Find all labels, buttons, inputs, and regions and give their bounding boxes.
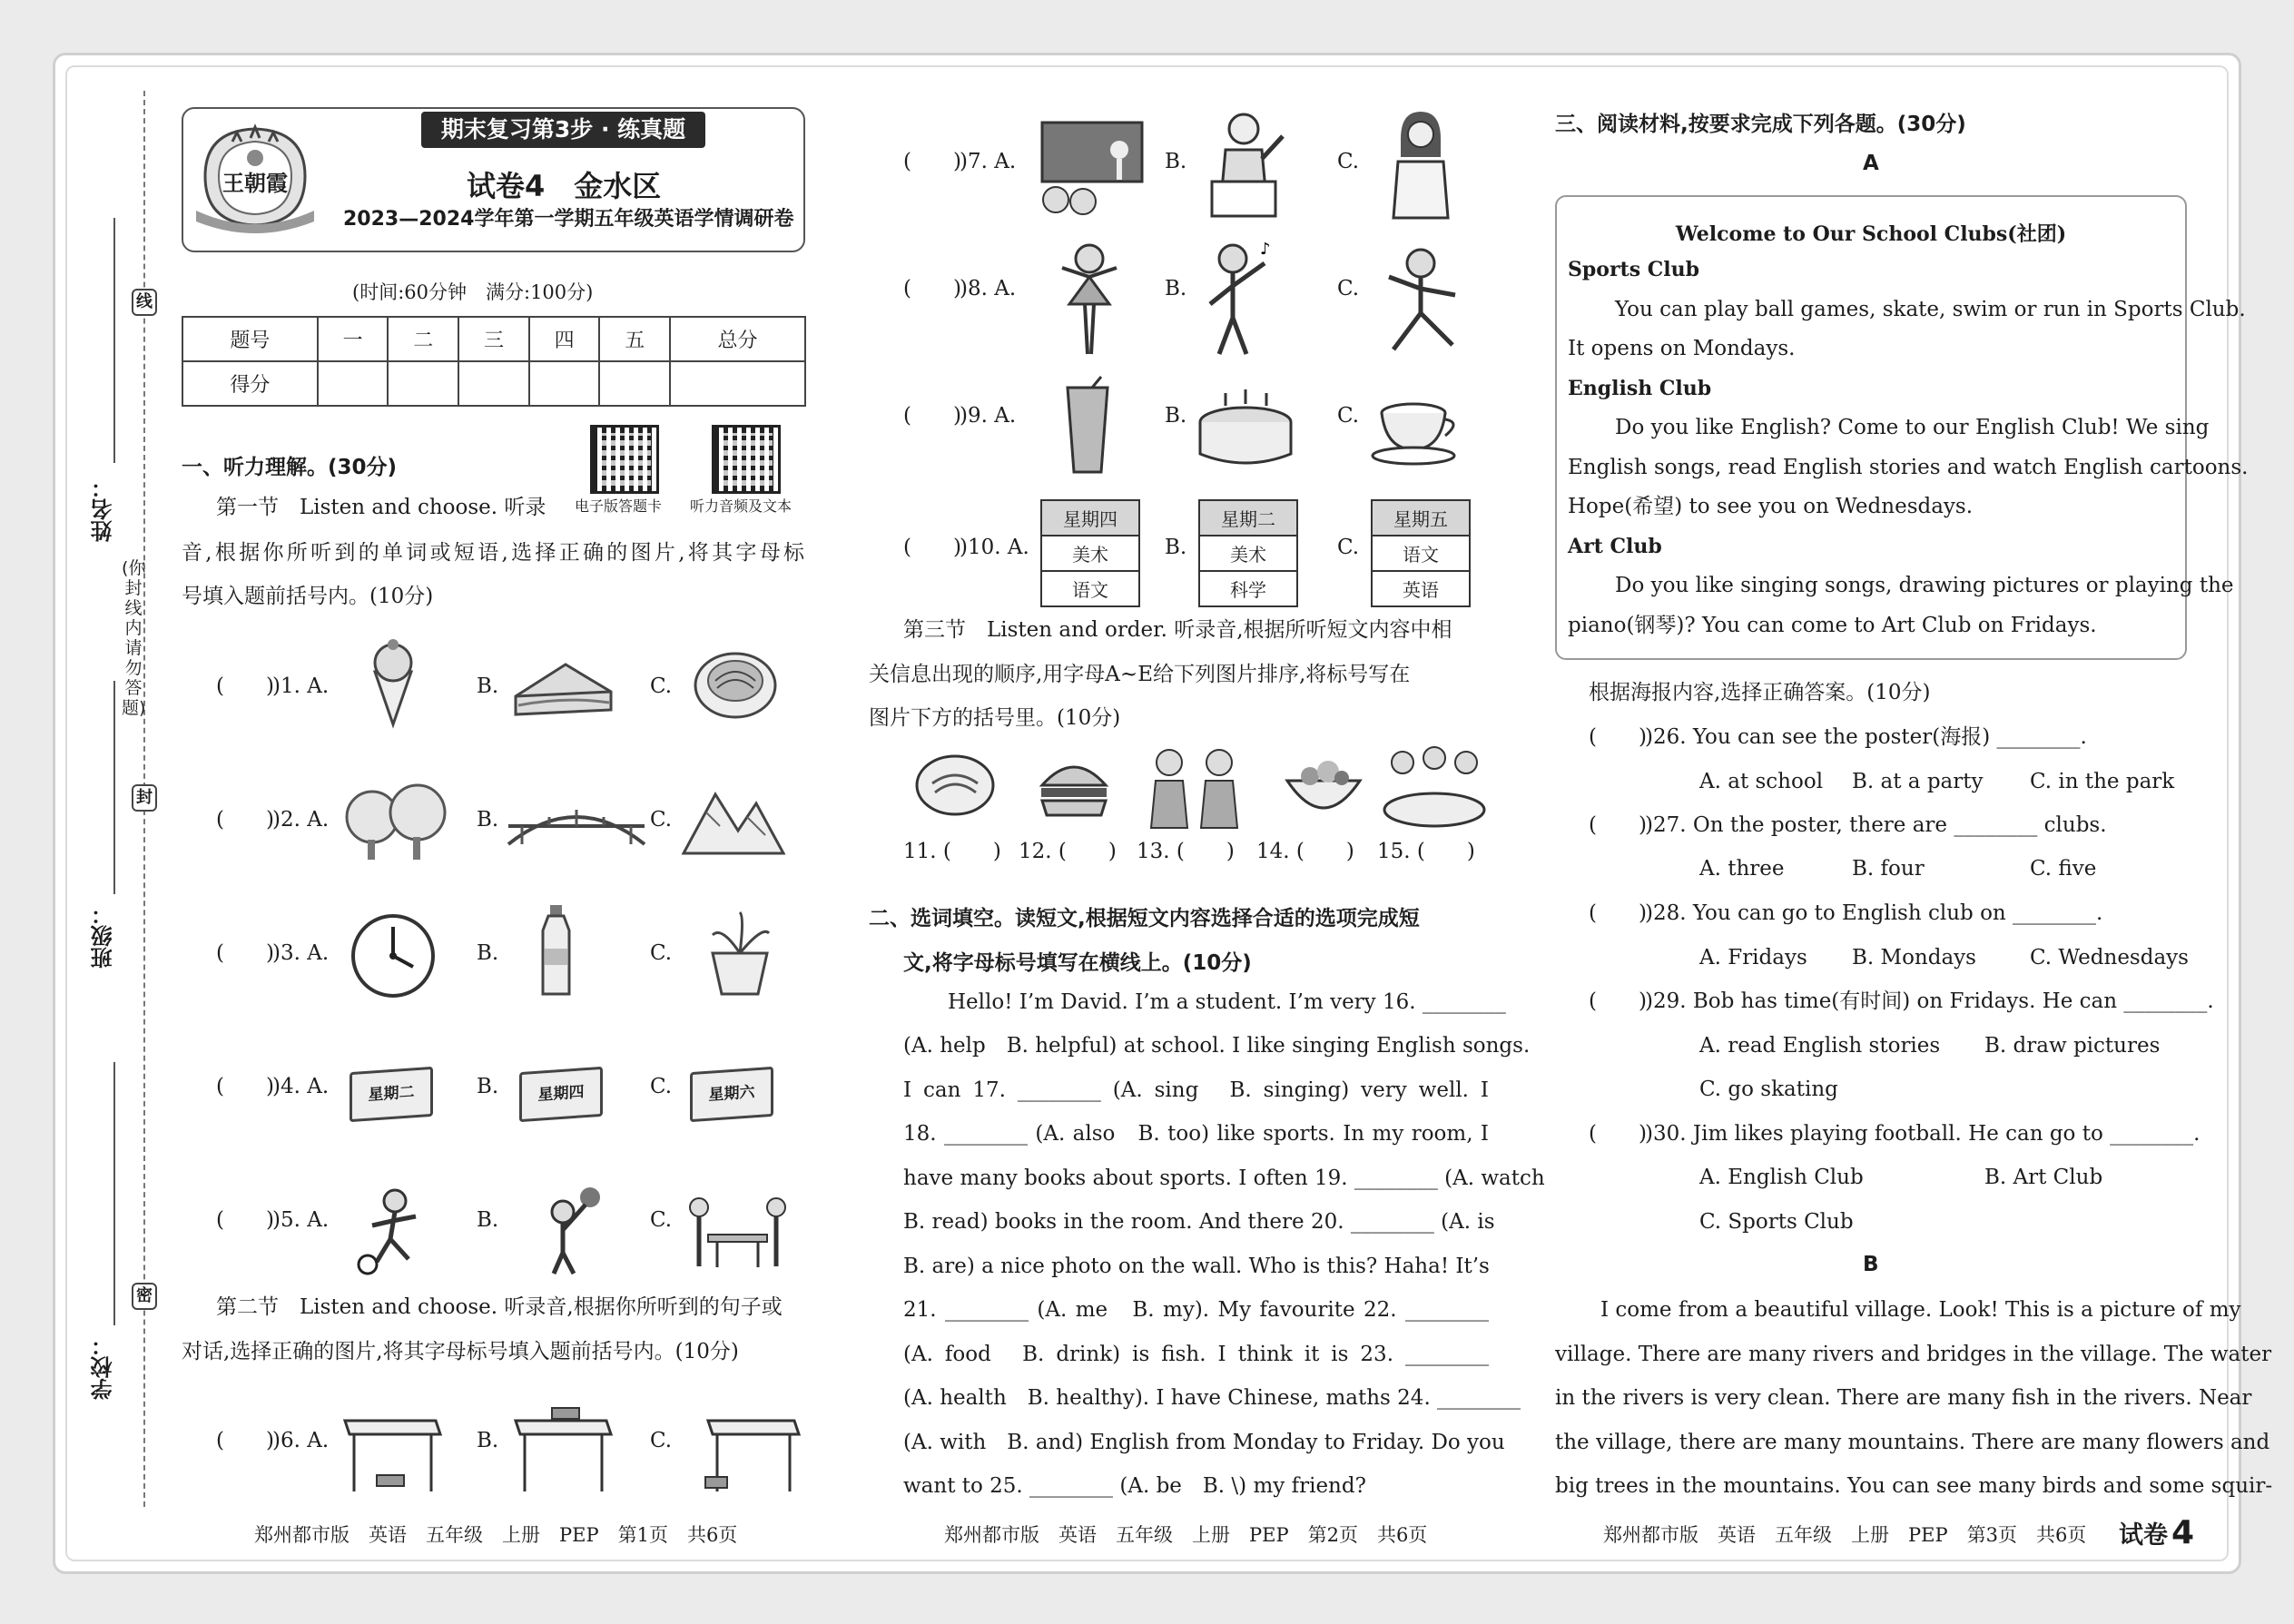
paper-badge <box>2119 1514 2194 1551</box>
question-number: )5. A. <box>272 1208 330 1232</box>
schedule-subject: 美术 <box>1041 536 1139 571</box>
score-cell[interactable] <box>670 361 805 406</box>
qr-code-answer-card[interactable] <box>590 425 659 494</box>
question-29: )29. Bob has time(有时间) on Fridays. He can ________. <box>1645 989 2214 1013</box>
question-28: )28. You can go to English club on ________. <box>1645 901 2103 925</box>
schedule-subject: 美术 <box>1199 536 1297 571</box>
paper-badge-number: 4 <box>2171 1514 2195 1551</box>
woman-doctor-picture[interactable] <box>1384 107 1457 221</box>
class-label: 班级： <box>91 903 116 969</box>
sandwich-picture[interactable] <box>511 646 615 737</box>
seal-secret-char: 密 <box>132 1283 157 1310</box>
exam-title: 试卷4 金水区 <box>467 169 662 203</box>
clock-picture[interactable] <box>348 910 438 1001</box>
cloze-line: Hello! I’m David. I’m a student. I’m very 16. ________ <box>948 990 1506 1014</box>
cloze-line: I can 17. ________ (A. sing B. singing) very well. I <box>903 1078 1489 1102</box>
option-c[interactable]: C. Sports Club <box>1699 1210 1854 1234</box>
cloze-line: (A. health B. healthy). I have Chinese, maths 24. ________ <box>903 1386 1521 1410</box>
order-slot-11[interactable]: 11. ( ) <box>903 840 1001 863</box>
exam-time: (时间:60分钟 满分:100分) <box>352 281 594 303</box>
order-slot-12[interactable]: 12. ( ) <box>1019 840 1117 863</box>
boy-football-picture[interactable] <box>345 1185 436 1275</box>
club-poster <box>1555 195 2249 660</box>
exam-subtitle: 2023—2024学年第一学期五年级英语学情调研卷 <box>343 208 794 231</box>
option-b-label: B. <box>1165 277 1187 300</box>
question-27: )27. On the poster, there are ________ clubs. <box>1645 813 2107 837</box>
option-a[interactable]: A. read English stories <box>1699 1034 1941 1058</box>
answer-bracket[interactable]: ( ) <box>216 1075 274 1098</box>
option-b-label: B. <box>477 941 499 965</box>
seal-line-char: 线 <box>132 289 157 316</box>
option-b[interactable]: B. Art Club <box>1984 1166 2103 1189</box>
score-cell[interactable] <box>388 361 458 406</box>
score-cell[interactable] <box>529 361 600 406</box>
score-header: 五 <box>599 317 670 361</box>
art-club-heading: Art Club <box>1568 535 1662 558</box>
juice-cup-picture[interactable] <box>1060 377 1115 477</box>
girl-singing-picture[interactable] <box>1196 241 1278 359</box>
girls-singing-picture[interactable] <box>1142 744 1251 831</box>
teacher-classroom-picture[interactable] <box>1038 118 1147 218</box>
gutter-note: (你封线内请勿答题) <box>122 558 146 718</box>
question-number: )9. A. <box>960 404 1017 428</box>
water-bottle-picture[interactable] <box>536 903 576 999</box>
schedule-subject: 语文 <box>1372 536 1470 571</box>
score-row-label: 得分 <box>182 361 318 406</box>
answer-bracket[interactable]: ( ) <box>903 404 961 428</box>
review-banner: 期末复习第3步 · 练真题 <box>421 112 705 148</box>
part3-title: 三、阅读材料,按要求完成下列各题。(30分) <box>1555 113 1966 136</box>
cloze-line: want to 25. ________ (A. be B. \) my friend? <box>903 1474 1366 1498</box>
option-b-label: B. <box>1165 150 1187 173</box>
plant-pot-picture[interactable] <box>694 908 785 999</box>
desk-book-under-picture[interactable] <box>340 1403 445 1493</box>
passage-b-line: in the rivers is very clean. There are many fish in the rivers. Near <box>1555 1386 2252 1410</box>
class-blank <box>113 681 115 894</box>
section3-instruction: 关信息出现的顺序,用字母A~E给下列图片排序,将标号写在 <box>869 663 1411 686</box>
order-slot-14[interactable]: 14. ( ) <box>1256 840 1354 863</box>
old-man-picture[interactable] <box>1203 109 1289 218</box>
desk-book-beside-picture[interactable] <box>704 1403 803 1493</box>
poster-line: piano(钢琴)? You can come to Art Club on Fridays. <box>1568 614 2097 637</box>
name-blank <box>113 218 115 463</box>
answer-bracket[interactable]: ( ) <box>1589 813 1647 837</box>
option-b-label: B. <box>1165 536 1187 559</box>
option-c-label: C. <box>1337 404 1360 428</box>
order-slot-13[interactable]: 13. ( ) <box>1137 840 1235 863</box>
option-c-label: C. <box>1337 277 1360 300</box>
schedule-day: 星期二 <box>1199 500 1297 536</box>
schedule-a[interactable] <box>1040 499 1140 607</box>
ice-cream-picture[interactable] <box>348 635 438 726</box>
cloze-line: B. are) a nice photo on the wall. Who is this? Haha! It’s <box>903 1255 1490 1278</box>
exam-header <box>182 107 805 252</box>
sports-club-heading: Sports Club <box>1568 258 1699 281</box>
girl-kungfu-picture[interactable] <box>1375 245 1462 359</box>
score-header: 二 <box>388 317 458 361</box>
option-c-label: C. <box>650 1075 673 1098</box>
name-label: 姓名： <box>91 477 116 542</box>
score-header: 题号 <box>182 317 318 361</box>
cloze-line: 21. ________ (A. me B. my). My favourite 22. ________ <box>903 1298 1489 1322</box>
option-b[interactable]: B. four <box>1852 857 1925 881</box>
option-b-label: B. <box>477 808 499 832</box>
option-c[interactable]: C. in the park <box>2030 770 2175 793</box>
question-number: )4. A. <box>272 1075 330 1098</box>
question-30: )30. Jim likes playing football. He can go to ________. <box>1645 1122 2200 1146</box>
family-dinner-picture[interactable] <box>1380 744 1489 831</box>
school-blank <box>113 1062 115 1325</box>
score-cell[interactable] <box>599 361 670 406</box>
option-c-label: C. <box>650 941 673 965</box>
question-number: )3. A. <box>272 941 330 965</box>
schedule-day: 星期五 <box>1372 500 1470 536</box>
section1-instruction: 号填入题前括号内。(10分) <box>182 585 434 608</box>
qr-code-audio[interactable] <box>712 425 781 494</box>
desk-book-on-picture[interactable] <box>511 1403 615 1493</box>
passage-b-line: village. There are many rivers and bridges in the village. The water <box>1555 1343 2272 1366</box>
option-b-label: B. <box>477 1429 499 1452</box>
paper-badge-label: 试卷 <box>2119 1521 2168 1550</box>
option-c-label: C. <box>650 808 673 832</box>
option-c-label: C. <box>650 674 673 698</box>
section2-instruction: 对话,选择正确的图片,将其字母标号填入题前括号内。(10分) <box>182 1340 739 1363</box>
score-header: 总分 <box>670 317 805 361</box>
score-cell[interactable] <box>458 361 529 406</box>
school-label: 学校： <box>91 1334 116 1400</box>
poster-line: Hope(希望) to see you on Wednesdays. <box>1568 495 1974 518</box>
footer-page-1: 郑州都市版 英语 五年级 上册 PEP 第1页 共6页 <box>254 1524 738 1546</box>
cloze-line: have many books about sports. I often 19. ________ (A. watch <box>903 1166 1545 1190</box>
option-b-label: B. <box>477 1075 499 1098</box>
svg-text:♪: ♪ <box>1260 240 1271 259</box>
option-b-label: B. <box>477 674 499 698</box>
cloze-line: (A. food B. drink) is fish. I think it is 23. ________ <box>903 1343 1489 1366</box>
part1-title: 一、听力理解。(30分) <box>182 456 398 479</box>
footer-page-2: 郑州都市版 英语 五年级 上册 PEP 第2页 共6页 <box>944 1524 1428 1546</box>
option-c-label: C. <box>1337 536 1360 559</box>
poster-line: English songs, read English stories and watch English cartoons. <box>1568 456 2249 479</box>
answer-bracket[interactable]: ( ) <box>1589 989 1647 1013</box>
part2-title: 文,将字母标号填写在横线上。(10分) <box>903 951 1252 975</box>
section3-instruction: 第三节 Listen and order. 听录音,根据所听短文内容中相 <box>903 618 1452 642</box>
birthday-cake-picture[interactable] <box>1194 386 1298 472</box>
poster-line: You can play ball games, skate, swim or run in Sports Club. <box>1615 298 2246 321</box>
poster-title: Welcome to Our School Clubs(社团) <box>1675 222 2067 246</box>
section3-instruction: 图片下方的括号里。(10分) <box>869 706 1121 730</box>
answer-bracket[interactable]: ( ) <box>216 1208 274 1232</box>
section1-instruction: 音,根据你所听到的单词或短语,选择正确的图片,将其字母标 <box>182 541 804 565</box>
option-c[interactable]: C. five <box>2030 857 2097 881</box>
cloze-line: (A. help B. helpful) at school. I like singing English songs. <box>903 1034 1531 1058</box>
option-c[interactable]: C. go skating <box>1699 1078 1838 1101</box>
question-number: )7. A. <box>960 150 1017 173</box>
option-c-label: C. <box>1337 150 1360 173</box>
answer-bracket[interactable]: ( ) <box>216 941 274 965</box>
schedule-day: 星期四 <box>1041 500 1139 536</box>
score-cell[interactable] <box>318 361 389 406</box>
passage-b-line: the village, there are many mountains. There are many flowers and <box>1555 1431 2270 1454</box>
cloze-line: B. read) books in the room. And there 20. ________ (A. is <box>903 1210 1495 1234</box>
footer-page-3: 郑州都市版 英语 五年级 上册 PEP 第3页 共6页 <box>1603 1524 2087 1546</box>
calendar-thursday-picture[interactable]: 星期四 <box>519 1067 603 1122</box>
option-c-label: C. <box>650 1208 673 1232</box>
score-header: 四 <box>529 317 600 361</box>
option-a[interactable]: A. Fridays <box>1699 946 1807 969</box>
section1-instruction: 第一节 Listen and choose. 听录 <box>216 496 546 519</box>
bridge-picture[interactable] <box>504 790 649 853</box>
qr-label-audio: 听力音频及文本 <box>690 497 793 515</box>
answer-bracket[interactable]: ( ) <box>216 808 274 832</box>
question-number: )8. A. <box>960 277 1017 300</box>
poster-line: It opens on Mondays. <box>1568 337 1796 360</box>
question-number: )10. A. <box>960 536 1029 559</box>
cloze-line: 18. ________ (A. also B. too) like sports. In my room, I <box>903 1122 1489 1146</box>
option-b[interactable]: B. draw pictures <box>1984 1034 2161 1058</box>
answer-bracket[interactable]: ( ) <box>903 150 961 173</box>
schedule-c[interactable] <box>1371 499 1471 607</box>
answer-bracket[interactable]: ( ) <box>1589 725 1647 749</box>
salad-bowl-picture[interactable] <box>1283 749 1364 822</box>
english-club-heading: English Club <box>1568 377 1712 400</box>
trees-picture[interactable] <box>340 776 463 867</box>
option-a[interactable]: A. at school <box>1699 770 1824 793</box>
answer-bracket[interactable]: ( ) <box>903 536 961 559</box>
option-a[interactable]: A. three <box>1699 857 1785 881</box>
option-b-label: B. <box>1165 404 1187 428</box>
noodles-picture[interactable] <box>690 635 781 726</box>
schedule-subject: 语文 <box>1041 571 1139 606</box>
passage-b-heading: B <box>1863 1253 1879 1276</box>
calendar-tuesday-picture[interactable]: 星期二 <box>350 1067 433 1122</box>
option-a[interactable]: A. English Club <box>1699 1166 1864 1189</box>
qr-label-answer-card: 电子版答题卡 <box>575 497 663 515</box>
ping-pong-picture[interactable] <box>685 1180 790 1271</box>
cloze-line: (A. with B. and) English from Monday to Friday. Do you <box>903 1431 1505 1454</box>
noodle-bowl-picture[interactable] <box>912 749 999 822</box>
option-b-label: B. <box>477 1208 499 1232</box>
option-c[interactable]: C. Wednesdays <box>2030 946 2189 969</box>
answer-bracket[interactable]: ( ) <box>216 1429 274 1452</box>
poster-line: Do you like English? Come to our English Club! We sing <box>1615 416 2210 439</box>
part2-title: 二、选词填空。读短文,根据短文内容选择合适的选项完成短 <box>869 907 1420 930</box>
passage-b-line: I come from a beautiful village. Look! This is a picture of my <box>1600 1298 2241 1322</box>
hamburger-picture[interactable] <box>1038 753 1110 822</box>
publisher-logo <box>196 122 314 231</box>
schedule-subject: 科学 <box>1199 571 1297 606</box>
passage-a-heading: A <box>1863 152 1879 175</box>
option-c-label: C. <box>650 1429 673 1452</box>
score-header: 三 <box>458 317 529 361</box>
teacup-picture[interactable] <box>1373 390 1463 468</box>
schedule-b[interactable] <box>1198 499 1298 607</box>
answer-bracket[interactable]: ( ) <box>1589 1122 1647 1146</box>
score-table <box>182 316 806 407</box>
mountains-picture[interactable] <box>679 772 788 862</box>
question-number: )2. A. <box>272 808 330 832</box>
reading-instruction: 根据海报内容,选择正确答案。(10分) <box>1589 681 1931 704</box>
answer-bracket[interactable]: ( ) <box>216 674 274 698</box>
order-slot-15[interactable]: 15. ( ) <box>1377 840 1475 863</box>
girl-basketball-picture[interactable] <box>536 1185 608 1275</box>
question-number: )6. A. <box>272 1429 330 1452</box>
option-b[interactable]: B. at a party <box>1852 770 1984 793</box>
seal-seal-char: 封 <box>132 784 157 812</box>
logo-text: 王朝霞 <box>222 170 288 196</box>
section2-instruction: 第二节 Listen and choose. 听录音,根据你所听到的句子或 <box>216 1295 783 1319</box>
question-26: )26. You can see the poster(海报) ________. <box>1645 725 2087 749</box>
answer-bracket[interactable]: ( ) <box>1589 901 1647 925</box>
passage-b-line: big trees in the mountains. You can see many birds and some squir- <box>1555 1474 2273 1498</box>
poster-line: Do you like singing songs, drawing pictures or playing the <box>1615 574 2234 597</box>
score-header: 一 <box>318 317 389 361</box>
option-b[interactable]: B. Mondays <box>1852 946 1976 969</box>
girl-dancing-picture[interactable] <box>1053 241 1126 359</box>
calendar-saturday-picture[interactable]: 星期六 <box>690 1067 773 1122</box>
answer-bracket[interactable]: ( ) <box>903 277 961 300</box>
question-number: )1. A. <box>272 674 330 698</box>
schedule-subject: 英语 <box>1372 571 1470 606</box>
